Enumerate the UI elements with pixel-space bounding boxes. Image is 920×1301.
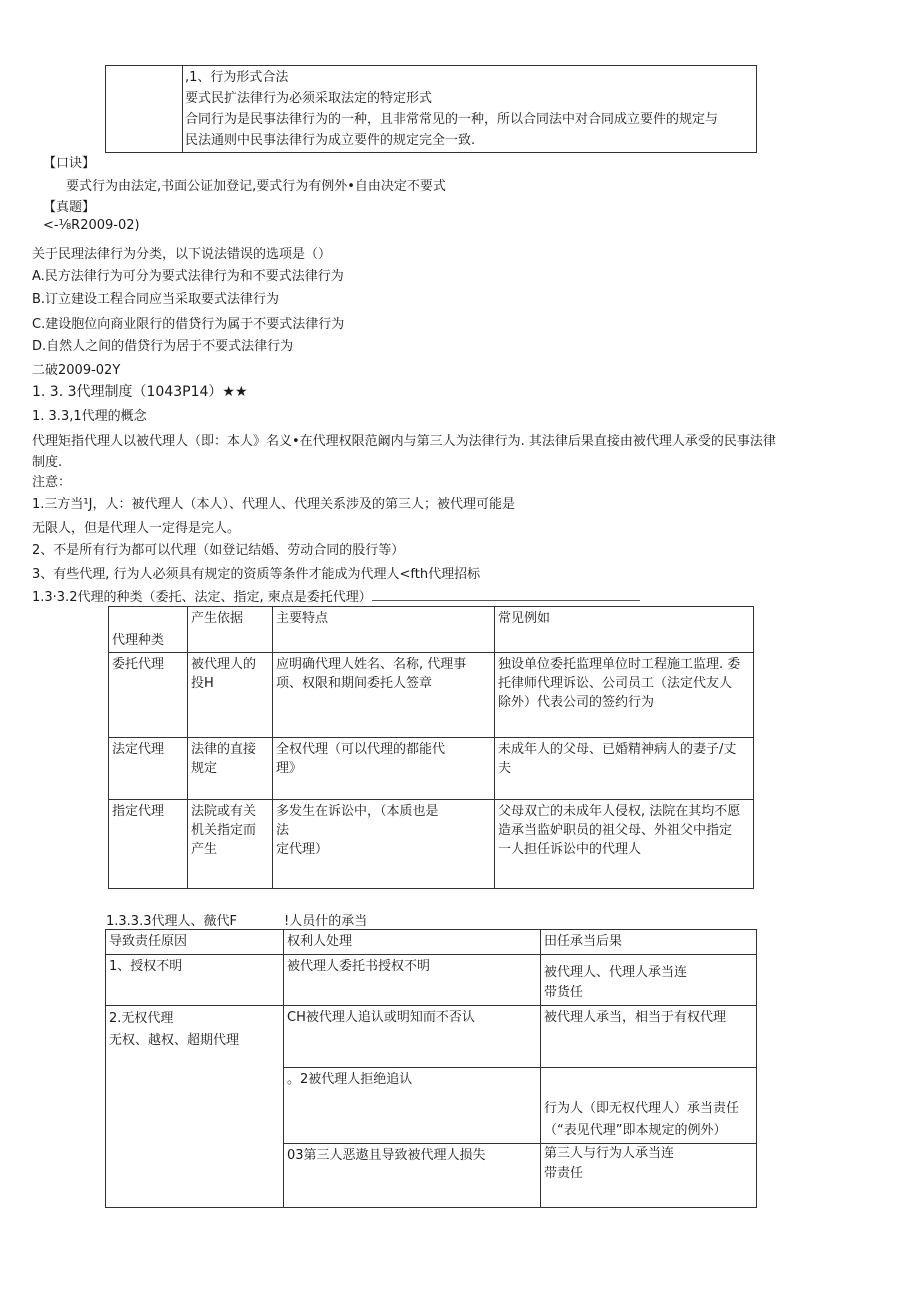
note-line: 无限人，但是代理人一定得是完人。 (32, 521, 241, 536)
liability-heading-a: 1.3.3.3代理人、薇代F (106, 914, 237, 929)
table-cell (273, 800, 495, 889)
text-line: 民法通则中民事法律行为成立要件的规定完全一致. (185, 133, 476, 148)
table-cell (106, 1006, 284, 1208)
note-line: 3、有些代理, 行为人必须具有规定的资质等条件才能成为代理人<fth代理招标 (32, 567, 481, 582)
table-cell (495, 738, 754, 800)
option-a: A.民方法律行为可分为要式法律行为和不要式法律行为 (32, 269, 344, 284)
table-cell: 。2被代理人拒绝追认 (284, 1068, 541, 1144)
table-cell: 指定代理 (109, 800, 188, 889)
table-cell (188, 738, 273, 800)
table-cell: 1、授权不明 (106, 955, 284, 1006)
text-line: ,1、行为形式合法 (185, 70, 289, 85)
cell-line: 全权代理（可以代理的都能代 (276, 742, 446, 757)
cell-line: 行为人（即无权代理人）承当责任 (544, 1101, 740, 1116)
cell-line: 被代理人、代理人承当连 (544, 965, 688, 980)
table-cell: 03第三人恶遨且导致被代理人损失 (284, 1144, 541, 1208)
table-cell (273, 653, 495, 738)
cell-line: 多发生在诉讼中，（本质也是 (276, 804, 439, 819)
underline-divider (372, 588, 640, 601)
top-table-content-cell (183, 66, 757, 153)
option-c: C.建设胞位向商业限行的借贷行为属于不要式法律行为 (32, 317, 345, 332)
table-cell (541, 1144, 757, 1208)
cell-line: 造承当监妒职员的祖父母、外祖父中指定 (498, 823, 733, 838)
types-heading-text: 1.3·3.2代理的种类（委托、法定、指定, 柬点是委托代理） (32, 590, 372, 605)
table-cell (188, 653, 273, 738)
cell-line: 被代理人的 (191, 657, 257, 672)
cell-line: 独设单位委托监理单位时工程施工监理. 委 (498, 657, 741, 672)
header-cell: 导致责任原因 (106, 930, 284, 955)
cell-line: 第三人与行为人承当连 (544, 1146, 675, 1161)
section-title: 1. 3. 3代理制度（1043P14）★★ (32, 384, 248, 400)
table-cell (495, 653, 754, 738)
table-cell: 被代理人委托书授权不明 (284, 955, 541, 1006)
cell-line: 产生 (191, 842, 218, 857)
text-line: 要式民扩法律行为必须采取法定的特定形式 (185, 91, 433, 106)
definition-line: 制度. (32, 455, 63, 470)
types-heading (32, 586, 640, 605)
table-cell (541, 955, 757, 1006)
subsection-title: 1. 3.3,1代理的概念 (32, 409, 147, 424)
note-line: 1.三方当¹J，人：被代理人（本人）、代理人、代理关系涉及的第三人；被代理可能是 (32, 497, 515, 512)
cell-line: 机关指定而 (191, 823, 257, 838)
cell-line: 夫 (498, 761, 512, 776)
table-cell: 委托代理 (109, 653, 188, 738)
cell-line: 一人担任诉讼中的代理人 (498, 842, 642, 857)
cell-line: 托律师代理诉讼、公司员工（法定代友人 (498, 676, 733, 691)
cell-line: 规定 (191, 761, 218, 776)
header-cell: 产生依据 (188, 607, 273, 653)
header-cell: 权利人处理 (284, 930, 541, 955)
header-cell: 田任承当后果 (541, 930, 757, 955)
cell-line: 理》 (276, 761, 303, 776)
cell-line: 法 (276, 823, 290, 838)
cell-line: 带责任 (544, 1166, 584, 1181)
table-cell: 法定代理 (109, 738, 188, 800)
cell-line: 除外）代表公司的签约行为 (498, 695, 655, 710)
zhenti-code: <-⅛R2009-02) (43, 218, 140, 233)
question-stem: 关于民理法律行为分类，以下说法错误的选项是（） (32, 247, 332, 262)
liability-table (105, 929, 757, 1208)
table-cell (495, 800, 754, 889)
table-cell (541, 1068, 757, 1144)
koujue-text: 要式行为由法定,书面公证加登记,要式行为有例外•自由决定不要式 (66, 179, 446, 194)
zhenti-heading: 【真题】 (43, 200, 96, 215)
cell-line: （“表见代理”即本规定的例外） (544, 1123, 727, 1138)
table-cell: 被代理人承当，相当于有权代理 (541, 1006, 757, 1068)
answer-ref: 二破2009-02Y (32, 363, 121, 378)
table-cell (273, 738, 495, 800)
note-line: 2、不是所有行为都可以代理（如登记结婚、劳动合同的股行等） (32, 543, 405, 558)
agency-types-table (108, 606, 754, 889)
cell-line: 带货任 (544, 985, 584, 1000)
cell-line: 无权、越权、超期代理 (109, 1033, 240, 1048)
header-cell: 主要特点 (273, 607, 495, 653)
cell-line: 父母双亡的未成年人侵权, 法院在其均不愿 (498, 804, 741, 819)
option-d: D.自然人之间的借贷行为居于不要式法律行为 (32, 339, 294, 354)
table-cell (188, 800, 273, 889)
top-table (105, 65, 757, 153)
top-table-empty-cell (106, 66, 183, 153)
header-cell: 常见例如 (495, 607, 754, 653)
cell-line: 法律的直接 (191, 742, 257, 757)
cell-line: 应明确代理人姓名、名称, 代理事 (276, 657, 467, 672)
liability-heading-b: !人员什的承当 (284, 914, 368, 929)
note-heading: 注意： (32, 475, 72, 490)
text-line: 合同行为是民事法律行为的一种，且非常常见的一种，所以合同法中对合同成立要件的规定与 (185, 112, 719, 127)
cell-line: 定代理） (276, 842, 329, 857)
cell-line: 投H (191, 676, 214, 691)
cell-line: 法院或有关 (191, 804, 257, 819)
cell-line: 项、权限和期间委托人签章 (276, 676, 433, 691)
cell-line: 未成年人的父母、已婚精神病人的妻子/丈 (498, 742, 737, 757)
table-cell: CH被代理人追认或明知而不否认 (284, 1006, 541, 1068)
option-b: B.订立建设工程合同应当采取要式法律行为 (32, 292, 280, 307)
koujue-heading: 【口诀】 (43, 156, 96, 171)
definition-line: 代理矩指代理人以被代理人（即：本人》名义•在代理权限范阚内与第三人为法律行为. 其法律后果直接由被代理人承受的民事法律 (32, 434, 776, 449)
cell-line: 2.无权代理 (109, 1011, 174, 1026)
header-cell: 代理种类 (109, 607, 188, 653)
